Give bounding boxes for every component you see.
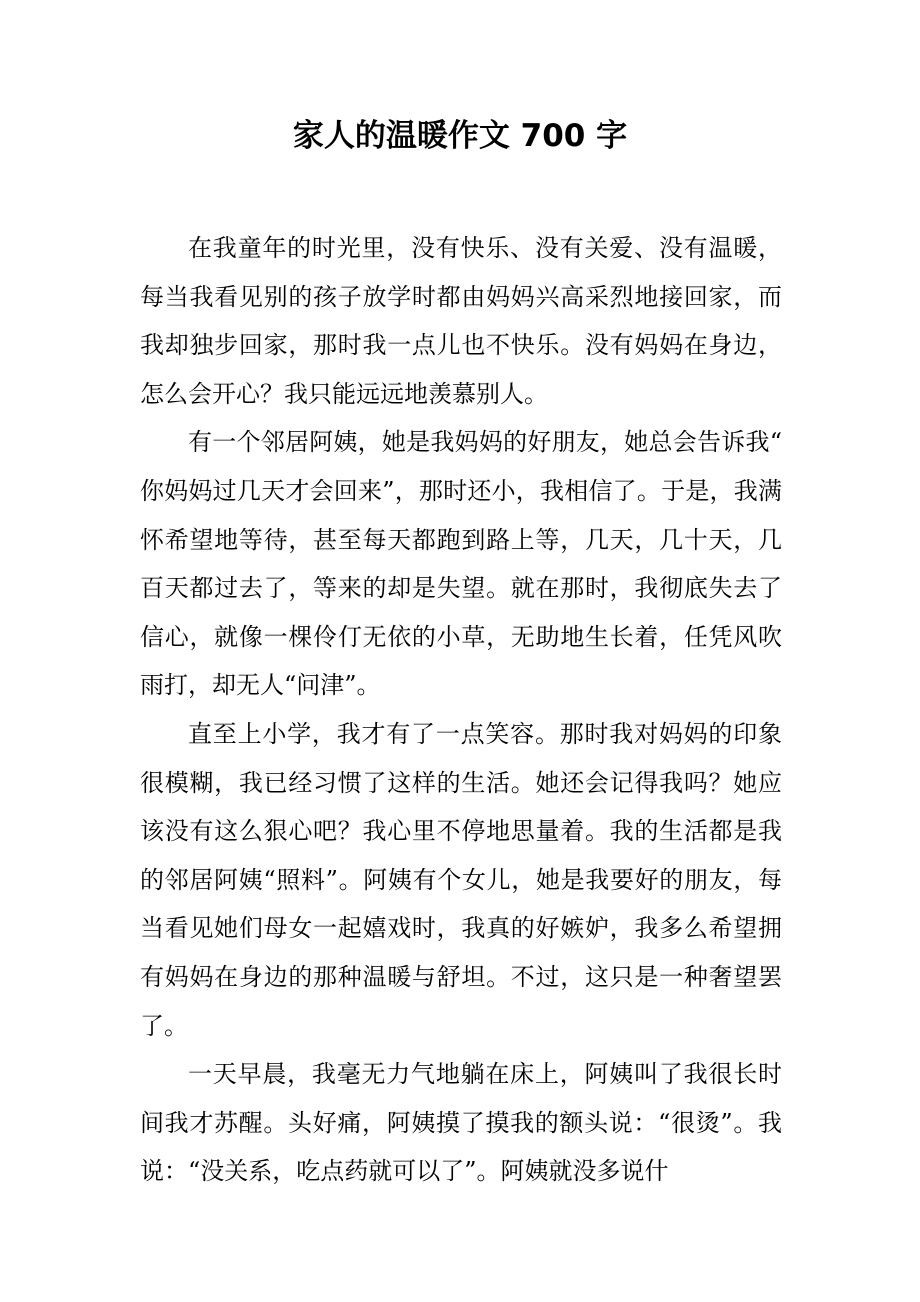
paragraph-2: 有一个邻居阿姨，她是我妈妈的好朋友，她总会告诉我“你妈妈过几天才会回来”，那时还小，我相信了。于是，我满怀希望地等待，甚至每天都跑到路上等，几天，几十天，几百天都过去了，等来的却是失望。就在那时，我彻底失去了信心，就像一棵伶仃无依的小草，无助地生长着，任凭风吹雨打，却无人“问津”。	[140, 428, 782, 700]
document-title: 家人的温暖作文 700 字	[292, 118, 628, 154]
paragraph-1: 在我童年的时光里，没有快乐、没有关爱、没有温暖，每当我看见别的孩子放学时都由妈妈兴高采烈地接回家，而我却独步回家，那时我一点儿也不快乐。没有妈妈在身边，怎么会开心？我只能远远地羡慕别人。	[140, 234, 782, 408]
paragraph-4: 一天早晨，我毫无力气地躺在床上，阿姨叫了我很长时间我才苏醒。头好痛，阿姨摸了摸我的额头说：“很烫”。我说：“没关系，吃点药就可以了”。阿姨就没多说什	[140, 1060, 782, 1186]
document-body	[140, 224, 782, 1196]
paragraph-3: 直至上小学，我才有了一点笑容。那时我对妈妈的印象很模糊，我已经习惯了这样的生活。她还会记得我吗？她应该没有这么狠心吧？我心里不停地思量着。我的生活都是我的邻居阿姨“照料”。阿姨有个女儿，她是我要好的朋友，每当看见她们母女一起嬉戏时，我真的好嫉妒，我多么希望拥有妈妈在身边的那种温暖与舒坦。不过，这只是一种奢望罢了。	[140, 719, 782, 1040]
